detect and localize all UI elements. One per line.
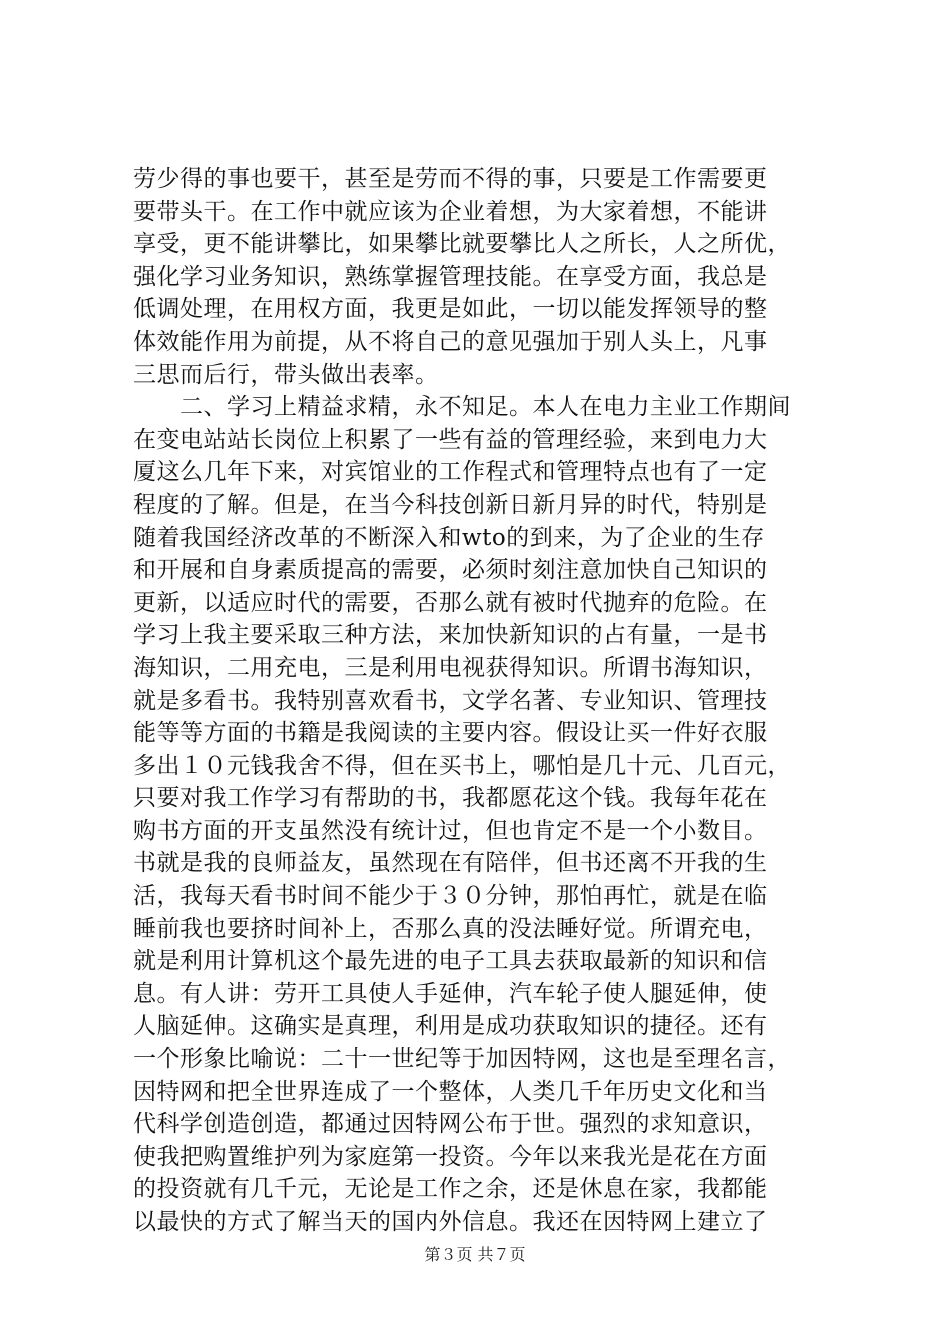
text-line: 在变电站站长岗位上积累了一些有益的管理经验，来到电力大	[133, 426, 768, 453]
text-line: 更新，以适应时代的需要，否那么就有被时代抛弃的危险。在	[133, 589, 768, 616]
text-line: 海知识，二用充电，三是利用电视获得知识。所谓书海知识，	[133, 654, 768, 681]
text-line: 和开展和自身素质提高的需要，必须时刻注意加快自己知识的	[133, 557, 768, 584]
text-line: 程度的了解。但是，在当今科技创新日新月异的时代，特别是	[133, 491, 768, 518]
text-line: 因特网和把全世界连成了一个整体，人类几千年历史文化和当	[133, 1078, 768, 1105]
text-line: 只要对我工作学习有帮助的书，我都愿花这个钱。我每年花在	[133, 785, 768, 812]
text-line: 的投资就有几千元，无论是工作之余，还是休息在家，我都能	[133, 1176, 768, 1203]
text-line: 代科学创造创造，都通过因特网公布于世。强烈的求知意识，	[133, 1111, 768, 1138]
text-line: 学习上我主要采取三种方法，来加快新知识的占有量，一是书	[133, 622, 768, 649]
text-line: 书就是我的良师益友，虽然现在有陪伴，但书还离不开我的生	[133, 850, 768, 877]
text-line: 多出１０元钱我舍不得，但在买书上，哪怕是几十元、几百元，	[133, 752, 791, 779]
text-line: 能等等方面的书籍是我阅读的主要内容。假设让买一件好衣服	[133, 720, 768, 747]
text-line: 三思而后行，带头做出表率。	[133, 361, 439, 388]
text-line: 一个形象比喻说：二十一世纪等于加因特网，这也是至理名言，	[133, 1046, 791, 1073]
text-line: 活，我每天看书时间不能少于３０分钟，那怕再忙，就是在临	[133, 883, 768, 910]
text-line: 享受，更不能讲攀比，如果攀比就要攀比人之所长，人之所优，	[133, 231, 791, 258]
text-line: 就是利用计算机这个最先进的电子工具去获取最新的知识和信	[133, 948, 768, 975]
text-line: 二、学习上精益求精，永不知足。本人在电力主业工作期间	[133, 394, 791, 421]
text-line: 要带头干。在工作中就应该为企业着想，为大家着想，不能讲	[133, 198, 768, 225]
body-text	[133, 163, 833, 1239]
text-line: 强化学习业务知识，熟练掌握管理技能。在享受方面，我总是	[133, 263, 768, 290]
text-line: 低调处理，在用权方面，我更是如此，一切以能发挥领导的整	[133, 296, 768, 323]
page-footer	[0, 1242, 950, 1265]
text-line: 厦这么几年下来，对宾馆业的工作程式和管理特点也有了一定	[133, 459, 768, 486]
text-line: 就是多看书。我特别喜欢看书，文学名著、专业知识、管理技	[133, 687, 768, 714]
text-line: 劳少得的事也要干，甚至是劳而不得的事，只要是工作需要更	[133, 166, 768, 192]
text-line: 随着我国经济改革的不断深入和wto的到来，为了企业的生存	[133, 524, 765, 551]
text-line: 以最快的方式了解当天的国内外信息。我还在因特网上建立了	[133, 1209, 768, 1235]
text-line: 购书方面的开支虽然没有统计过，但也肯定不是一个小数目。	[133, 817, 768, 844]
text-line: 睡前我也要挤时间补上，否那么真的没法睡好觉。所谓充电，	[133, 915, 768, 942]
text-line: 人脑延伸。这确实是真理，利用是成功获取知识的捷径。还有	[133, 1013, 768, 1040]
text-line: 体效能作用为前提，从不将自己的意见强加于别人头上，凡事	[133, 328, 768, 355]
text-line: 息。有人讲：劳开工具使人手延伸，汽车轮子使人腿延伸，使	[133, 980, 768, 1007]
text-line: 使我把购置维护列为家庭第一投资。今年以来我光是花在方面	[133, 1143, 768, 1170]
page-number-label: 第３页 共７页	[424, 1245, 526, 1264]
